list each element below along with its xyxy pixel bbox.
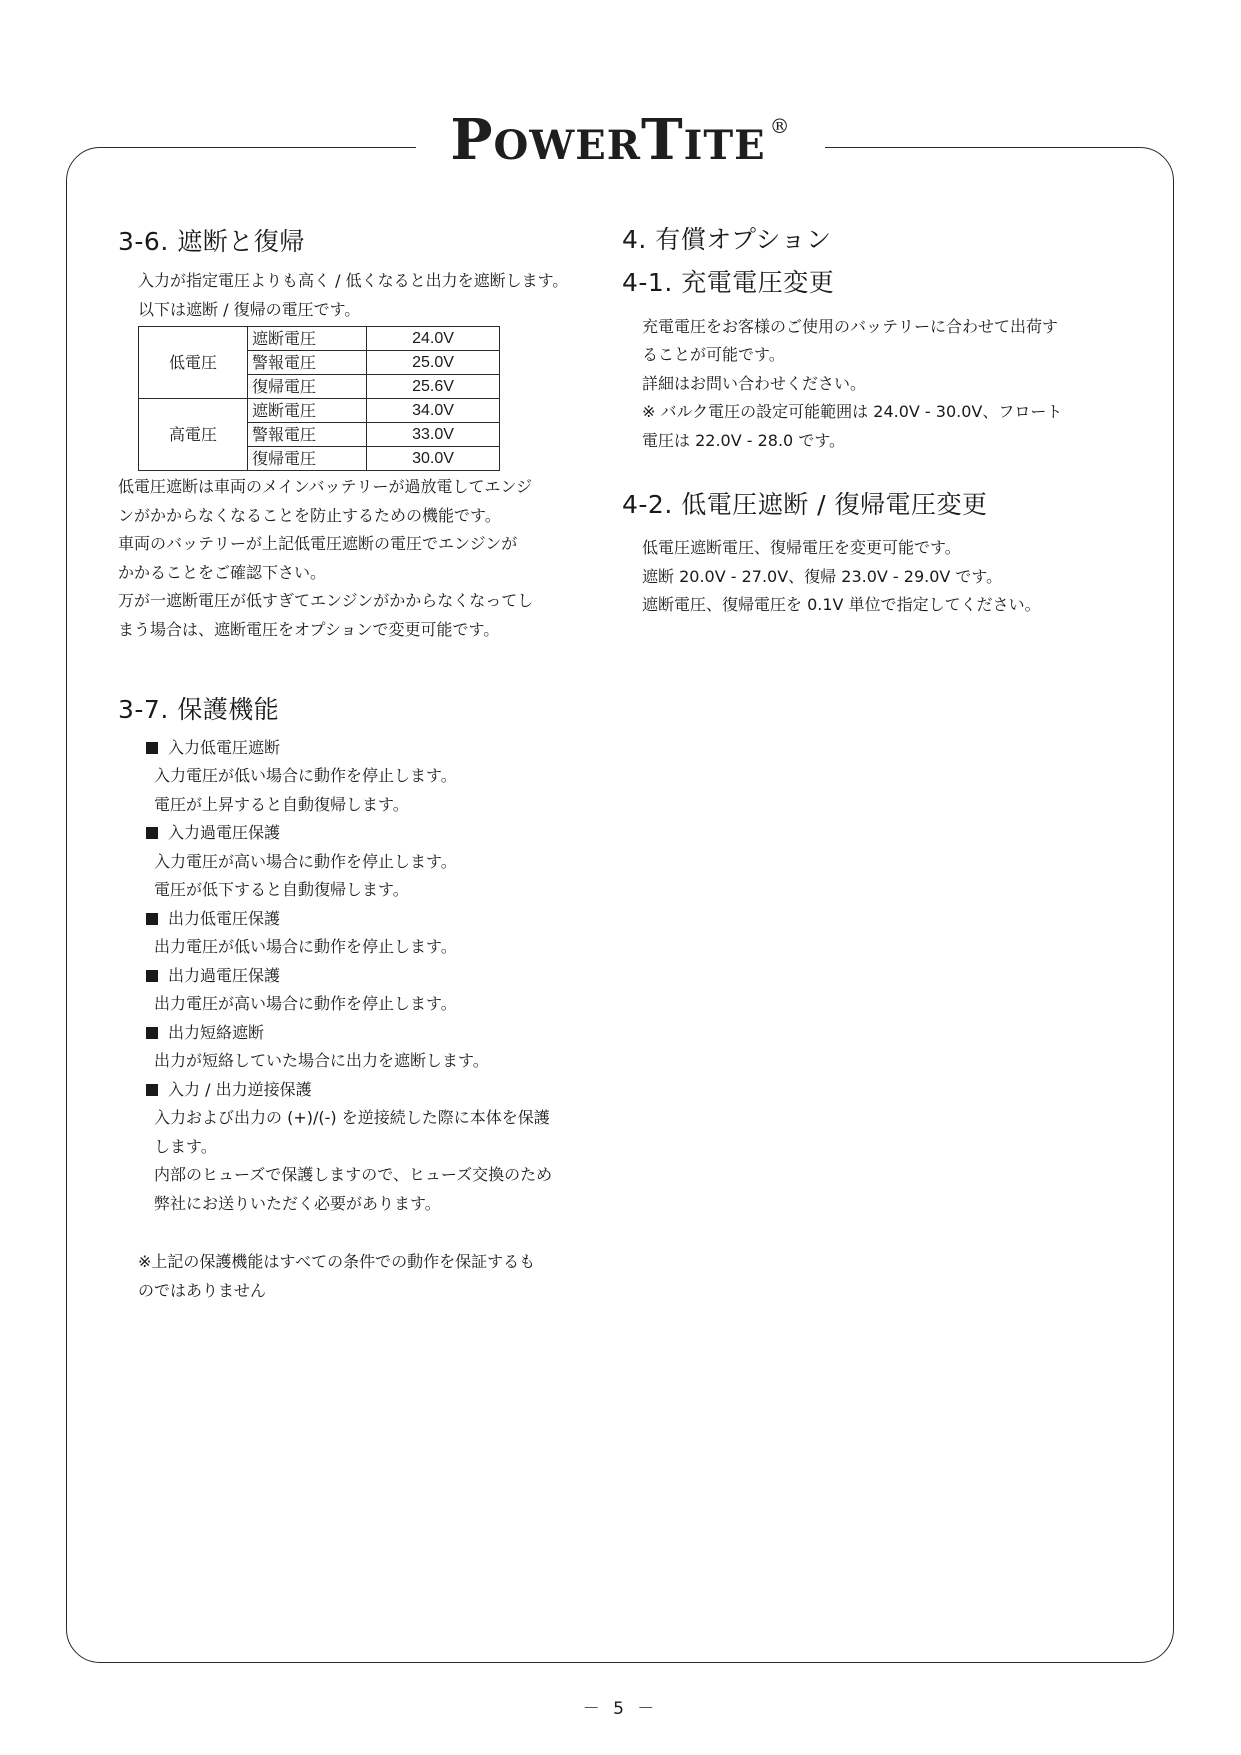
list-item-title: 入力過電圧保護	[118, 819, 608, 848]
option-41-line: 詳細はお問い合わせください。	[642, 373, 867, 393]
square-bullet-icon	[146, 1084, 158, 1096]
table-row	[139, 327, 500, 351]
disclaimer-line-1: ※上記の保護機能はすべての条件での動作を保証するも	[138, 1252, 536, 1271]
registered-mark: ®	[769, 114, 791, 138]
list-item-text: 出力電圧が低い場合に動作を停止します。	[154, 937, 457, 956]
section-heading-4: 4. 有償オプション	[622, 225, 832, 254]
page-number: － 5 －	[582, 1699, 659, 1719]
option-41-line: 充電電圧をお客様のご使用のバッテリーに合わせて出荷す	[642, 316, 1059, 336]
section-heading-3-7: 3-7. 保護機能	[118, 695, 280, 725]
list-item-title: 出力過電圧保護	[118, 962, 608, 991]
list-item-text: 入力および出力の (+)/(-) を逆接続した際に本体を保護	[154, 1108, 550, 1127]
list-item-text: します。	[154, 1136, 217, 1156]
left-column	[118, 226, 608, 1305]
voltage-table	[138, 326, 500, 471]
table-row	[139, 399, 500, 423]
row-value: 30.0V	[367, 447, 500, 471]
list-item-title: 入力 / 出力逆接保護	[118, 1076, 608, 1105]
row-label: 警報電圧	[248, 423, 367, 447]
square-bullet-icon	[146, 913, 158, 925]
list-item-title: 出力短絡遮断	[118, 1019, 608, 1048]
square-bullet-icon	[146, 742, 158, 754]
option-42-line: 遮断電圧、復帰電圧を 0.1V 単位で指定してください。	[642, 595, 1041, 615]
option-42-line: 低電圧遮断電圧、復帰電圧を変更可能です。	[642, 538, 961, 558]
section-heading-4-1: 4-1. 充電電圧変更	[622, 268, 835, 298]
group-label-high: 高電圧	[139, 399, 248, 471]
row-value: 25.0V	[367, 351, 500, 375]
section-heading-4-2: 4-2. 低電圧遮断 / 復帰電圧変更	[622, 490, 988, 519]
right-column	[622, 224, 1132, 620]
powertite-logo: POWERTITE ®	[416, 112, 824, 168]
list-item-text: 出力が短絡していた場合に出力を遮断します。	[154, 1051, 489, 1070]
list-item-text: 弊社にお送りいただく必要があります。	[154, 1193, 441, 1213]
disclaimer-line-2: のではありません	[138, 1280, 267, 1300]
option-41-line: ることが可能です。	[642, 345, 785, 364]
row-value: 34.0V	[367, 399, 500, 423]
row-value: 25.6V	[367, 375, 500, 399]
group-label-low: 低電圧	[139, 327, 248, 399]
list-item-text: 入力電圧が低い場合に動作を停止します。	[154, 766, 457, 785]
note-line: まう場合は、遮断電圧をオプションで変更可能です。	[118, 619, 500, 639]
list-item-text: 内部のヒューズで保護しますので、ヒューズ交換のため	[154, 1165, 553, 1184]
row-value: 24.0V	[367, 327, 500, 351]
row-label: 遮断電圧	[248, 327, 367, 351]
protection-list	[118, 734, 608, 1219]
row-label: 復帰電圧	[248, 447, 367, 471]
list-item-text: 電圧が上昇すると自動復帰します。	[154, 794, 409, 814]
list-item-title: 出力低電圧保護	[118, 905, 608, 934]
intro-line-1: 入力が指定電圧よりも高く / 低くなると出力を遮断します。	[138, 271, 569, 291]
list-item-text: 電圧が低下すると自動復帰します。	[154, 880, 409, 899]
section-heading-3-6: 3-6. 遮断と復帰	[118, 227, 305, 256]
list-item-text: 入力電圧が高い場合に動作を停止します。	[154, 851, 457, 871]
option-42-line: 遮断 20.0V - 27.0V、復帰 23.0V - 29.0V です。	[642, 566, 1003, 586]
square-bullet-icon	[146, 827, 158, 839]
square-bullet-icon	[146, 1027, 158, 1039]
note-line: かかることをご確認下さい。	[118, 562, 327, 582]
list-item-title: 入力低電圧遮断	[118, 734, 608, 763]
row-label: 遮断電圧	[248, 399, 367, 423]
row-value: 33.0V	[367, 423, 500, 447]
note-line: 車両のバッテリーが上記低電圧遮断の電圧でエンジンが	[118, 534, 518, 554]
row-label: 復帰電圧	[248, 375, 367, 399]
option-41-line: 電圧は 22.0V - 28.0 です。	[642, 430, 846, 450]
intro-line-2: 以下は遮断 / 復帰の電圧です。	[138, 299, 361, 319]
list-item-text: 出力電圧が高い場合に動作を停止します。	[154, 994, 457, 1013]
row-label: 警報電圧	[248, 351, 367, 375]
square-bullet-icon	[146, 970, 158, 982]
header-logo-area	[0, 107, 1241, 173]
option-41-line: ※ バルク電圧の設定可能範囲は 24.0V - 30.0V、フロート	[642, 402, 1063, 421]
note-line: 万が一遮断電圧が低すぎてエンジンがかからなくなってし	[118, 591, 534, 611]
note-line: ンがかからなくなることを防止するための機能です。	[118, 505, 501, 525]
note-line: 低電圧遮断は車両のメインバッテリーが過放電してエンジ	[118, 477, 533, 497]
